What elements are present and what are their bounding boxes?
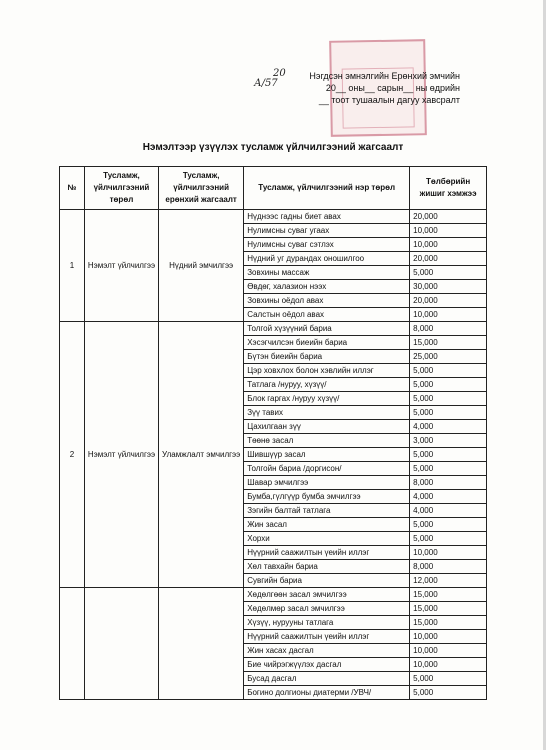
service-name-cell: Төөнө засал [244, 434, 410, 448]
price-cell: 5,000 [410, 392, 487, 406]
price-cell: 8,000 [410, 322, 487, 336]
service-name-cell: Хэсэгчилсэн биеийн бариа [244, 336, 410, 350]
price-cell: 4,000 [410, 490, 487, 504]
service-name-cell: Зовхины массаж [244, 266, 410, 280]
table-body [60, 210, 487, 700]
price-cell: 5,000 [410, 518, 487, 532]
service-name-cell: Нүүрний саажилтын үеийн иллэг [244, 630, 410, 644]
group-type: Нэмэлт үйлчилгээ [84, 210, 158, 322]
price-cell: 8,000 [410, 560, 487, 574]
service-name-cell: Блок гаргах /нуруу хүзүү/ [244, 392, 410, 406]
price-cell: 20,000 [410, 210, 487, 224]
header-service-name: Тусламж, үйлчилгээний нэр төрөл [244, 167, 410, 210]
header-price: Төлбөрийн жишиг хэмжээ [410, 167, 487, 210]
table-row [60, 588, 487, 602]
approval-line-3: __ тоот тушаалын дагуу хавсралт [318, 95, 460, 105]
service-name-cell: Хөл тавхайн бариа [244, 560, 410, 574]
price-cell: 20,000 [410, 252, 487, 266]
price-cell: 5,000 [410, 266, 487, 280]
service-name-cell: Цэр ховхлох болон хэвлийн иллэг [244, 364, 410, 378]
price-cell: 4,000 [410, 420, 487, 434]
price-cell: 10,000 [410, 238, 487, 252]
service-name-cell: Бумба,гүлгүүр бумба эмчилгээ [244, 490, 410, 504]
handwritten-year: 20 [273, 68, 286, 79]
group-general-list: Уламжлалт эмчилгээ [159, 322, 244, 588]
group-general-list [159, 588, 244, 700]
price-cell: 4,000 [410, 504, 487, 518]
service-name-cell: Нүүрний саажилтын үеийн иллэг [244, 546, 410, 560]
service-name-cell: Шившүүр засал [244, 448, 410, 462]
service-name-cell: Хөдөлгөөн засал эмчилгээ [244, 588, 410, 602]
price-cell: 5,000 [410, 686, 487, 700]
price-cell: 10,000 [410, 224, 487, 238]
service-name-cell: Богино долгионы диатерми /УВЧ/ [244, 686, 410, 700]
header-number: № [60, 167, 85, 210]
header-type: Тусламж, үйлчилгээний төрөл [84, 167, 158, 210]
price-cell: 15,000 [410, 336, 487, 350]
price-cell: 20,000 [410, 294, 487, 308]
service-name-cell: Толгойн бариа /доргисон/ [244, 462, 410, 476]
table-row [60, 322, 487, 336]
service-name-cell: Салстын оёдол авах [244, 308, 410, 322]
group-number: 2 [60, 322, 85, 588]
price-cell: 15,000 [410, 602, 487, 616]
group-type: Нэмэлт үйлчилгээ [84, 322, 158, 588]
service-name-cell: Бие чийрэгжүүлэх дасгал [244, 658, 410, 672]
price-cell: 5,000 [410, 462, 487, 476]
service-name-cell: Зүү тавих [244, 406, 410, 420]
group-type [84, 588, 158, 700]
service-name-cell: Бусад дасгал [244, 672, 410, 686]
table-header-row [60, 167, 487, 210]
service-name-cell: Нүдний уг дурандах оношилгоо [244, 252, 410, 266]
service-name-cell: Шавар эмчилгээ [244, 476, 410, 490]
service-name-cell: Нулимсны суваг сэтлэх [244, 238, 410, 252]
service-name-cell: Бүтэн биеийн бариа [244, 350, 410, 364]
group-number: 1 [60, 210, 85, 322]
price-cell: 5,000 [410, 378, 487, 392]
group-general-list: Нүдний эмчилгээ [159, 210, 244, 322]
price-cell: 10,000 [410, 546, 487, 560]
price-cell: 30,000 [410, 280, 487, 294]
services-table [59, 166, 487, 700]
price-cell: 5,000 [410, 406, 487, 420]
table-row [60, 210, 487, 224]
service-name-cell: Жин засал [244, 518, 410, 532]
handwritten-number: А/57 [254, 78, 278, 89]
price-cell: 10,000 [410, 308, 487, 322]
group-number [60, 588, 85, 700]
service-name-cell: Сувгийн бариа [244, 574, 410, 588]
service-name-cell: Хүзүү, нурууны татлага [244, 616, 410, 630]
price-cell: 12,000 [410, 574, 487, 588]
service-name-cell: Нүднээс гадны биет авах [244, 210, 410, 224]
service-name-cell: Татлага /нуруу, хүзүү/ [244, 378, 410, 392]
price-cell: 5,000 [410, 672, 487, 686]
price-cell: 10,000 [410, 658, 487, 672]
service-name-cell: Хөдөлмөр засал эмчилгээ [244, 602, 410, 616]
price-cell: 15,000 [410, 588, 487, 602]
service-name-cell: Өвдөг, халазион нээх [244, 280, 410, 294]
price-cell: 5,000 [410, 364, 487, 378]
price-cell: 10,000 [410, 630, 487, 644]
service-name-cell: Зовхины оёдол авах [244, 294, 410, 308]
service-name-cell: Жин хасах дасгал [244, 644, 410, 658]
service-name-cell: Зэгийн балтай татлага [244, 504, 410, 518]
price-cell: 25,000 [410, 350, 487, 364]
price-cell: 3,000 [410, 434, 487, 448]
document-title: Нэмэлтээр үзүүлэх тусламж үйлчилгээний жагсаалт [142, 142, 404, 153]
approval-line-2: 20__ оны__ сарын__ ны өдрийн [325, 83, 460, 93]
service-name-cell: Цахилгаан зүү [244, 420, 410, 434]
price-cell: 5,000 [410, 532, 487, 546]
service-name-cell: Хорхи [244, 532, 410, 546]
header-general-list: Тусламж, үйлчилгээний ерөнхий жагсаалт [159, 167, 244, 210]
approval-line-1: Нэгдсэн эмнэлгийн Ерөнхий эмчийн [309, 71, 460, 81]
price-cell: 10,000 [410, 644, 487, 658]
service-name-cell: Толгой хүзүүний бариа [244, 322, 410, 336]
price-cell: 5,000 [410, 448, 487, 462]
service-name-cell: Нулимсны суваг угаах [244, 224, 410, 238]
price-cell: 15,000 [410, 616, 487, 630]
price-cell: 8,000 [410, 476, 487, 490]
